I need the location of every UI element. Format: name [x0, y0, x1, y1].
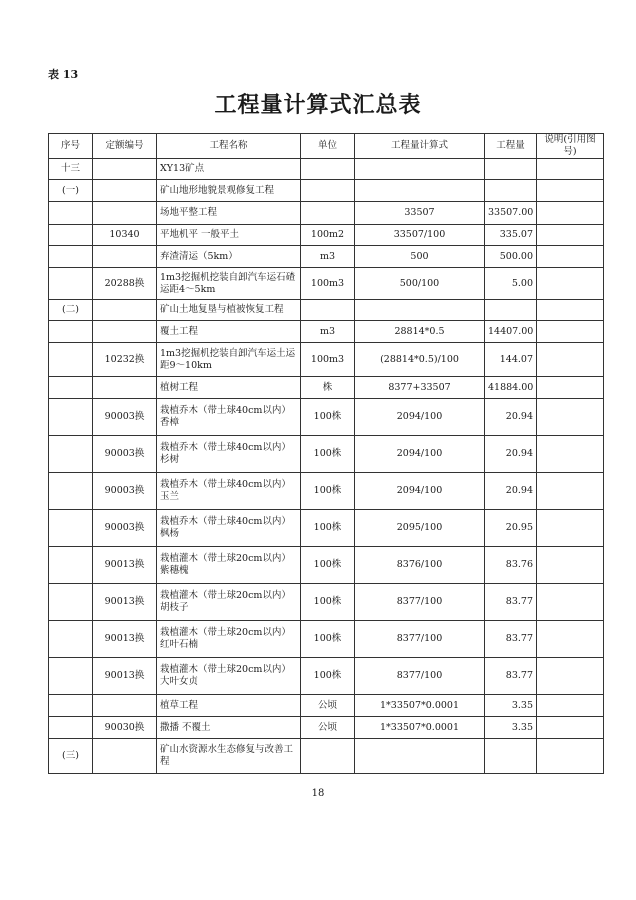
cell-code — [93, 159, 157, 180]
cell-quantity: 20.95 — [485, 510, 537, 547]
cell-unit: 100株 — [301, 584, 355, 621]
cell-name: 栽植灌木（带土球20cm以内）紫穗槐 — [157, 547, 301, 584]
cell-formula: 1*33507*0.0001 — [355, 717, 485, 739]
cell-name: 植树工程 — [157, 377, 301, 399]
cell-quantity: 144.07 — [485, 343, 537, 377]
table-row — [49, 510, 604, 547]
cell-name: 场地平整工程 — [157, 202, 301, 225]
cell-formula: 2094/100 — [355, 436, 485, 473]
cell-code: 90003换 — [93, 436, 157, 473]
cell-note — [537, 159, 604, 180]
header-quantity: 工程量 — [485, 134, 537, 159]
header-name: 工程名称 — [157, 134, 301, 159]
cell-seq — [49, 717, 93, 739]
cell-formula — [355, 739, 485, 774]
table-row — [49, 695, 604, 717]
cell-name: 栽植乔木（带土球40cm以内）玉兰 — [157, 473, 301, 510]
cell-name: 栽植灌木（带土球20cm以内）红叶石楠 — [157, 621, 301, 658]
cell-quantity — [485, 159, 537, 180]
header-unit: 单位 — [301, 134, 355, 159]
cell-unit — [301, 739, 355, 774]
cell-code — [93, 202, 157, 225]
cell-unit: 100株 — [301, 658, 355, 695]
cell-code — [93, 246, 157, 268]
cell-unit — [301, 202, 355, 225]
cell-note — [537, 510, 604, 547]
quantity-summary-table — [48, 133, 604, 774]
cell-unit: 100株 — [301, 547, 355, 584]
table-row — [49, 436, 604, 473]
cell-quantity: 83.76 — [485, 547, 537, 584]
table-row — [49, 621, 604, 658]
page-number: 18 — [311, 788, 325, 799]
cell-code: 90003换 — [93, 399, 157, 436]
cell-code: 20288换 — [93, 268, 157, 300]
cell-note — [537, 584, 604, 621]
cell-code — [93, 695, 157, 717]
cell-unit: m3 — [301, 246, 355, 268]
cell-note — [537, 225, 604, 246]
cell-quantity: 14407.00 — [485, 321, 537, 343]
table-row — [49, 202, 604, 225]
cell-name: 矿山地形地貌景观修复工程 — [157, 180, 301, 202]
cell-unit: m3 — [301, 321, 355, 343]
cell-name: XY13矿点 — [157, 159, 301, 180]
cell-name: 栽植灌木（带土球20cm以内）胡枝子 — [157, 584, 301, 621]
cell-unit: 100株 — [301, 473, 355, 510]
cell-note — [537, 547, 604, 584]
cell-code: 90003换 — [93, 473, 157, 510]
cell-quantity — [485, 180, 537, 202]
cell-formula — [355, 159, 485, 180]
table-row — [49, 547, 604, 584]
header-formula: 工程量计算式 — [355, 134, 485, 159]
cell-code: 90030换 — [93, 717, 157, 739]
cell-name: 栽植乔木（带土球40cm以内）枫杨 — [157, 510, 301, 547]
cell-seq — [49, 436, 93, 473]
cell-code: 10232换 — [93, 343, 157, 377]
cell-code: 90013换 — [93, 621, 157, 658]
cell-note — [537, 246, 604, 268]
cell-quantity: 335.07 — [485, 225, 537, 246]
cell-unit: 株 — [301, 377, 355, 399]
cell-quantity: 3.35 — [485, 717, 537, 739]
cell-formula: 8377/100 — [355, 658, 485, 695]
cell-seq: (二) — [49, 300, 93, 321]
cell-seq — [49, 584, 93, 621]
cell-formula: 2095/100 — [355, 510, 485, 547]
cell-note — [537, 717, 604, 739]
cell-unit — [301, 300, 355, 321]
cell-name: 栽植乔木（带土球40cm以内）香樟 — [157, 399, 301, 436]
cell-formula: 2094/100 — [355, 473, 485, 510]
cell-formula — [355, 180, 485, 202]
table-row — [49, 473, 604, 510]
table-row — [49, 377, 604, 399]
cell-note — [537, 399, 604, 436]
cell-code — [93, 739, 157, 774]
cell-unit: 公顷 — [301, 717, 355, 739]
cell-formula: 1*33507*0.0001 — [355, 695, 485, 717]
table-row — [49, 246, 604, 268]
cell-quantity: 41884.00 — [485, 377, 537, 399]
cell-unit — [301, 180, 355, 202]
cell-seq — [49, 658, 93, 695]
table-label: 表 13 — [48, 68, 79, 81]
document-title: 工程量计算式汇总表 — [214, 92, 422, 118]
cell-quantity: 33507.00 — [485, 202, 537, 225]
cell-seq — [49, 621, 93, 658]
cell-note — [537, 377, 604, 399]
cell-quantity: 83.77 — [485, 584, 537, 621]
cell-seq — [49, 202, 93, 225]
cell-name: 植草工程 — [157, 695, 301, 717]
cell-code: 90013换 — [93, 547, 157, 584]
cell-formula: 33507 — [355, 202, 485, 225]
cell-seq: (三) — [49, 739, 93, 774]
cell-name: 矿山土地复垦与植被恢复工程 — [157, 300, 301, 321]
table-row — [49, 717, 604, 739]
cell-name: 1m3挖掘机挖装自卸汽车运土运距9～10km — [157, 343, 301, 377]
cell-note — [537, 695, 604, 717]
cell-name: 弃渣清运（5km） — [157, 246, 301, 268]
header-code: 定额编号 — [93, 134, 157, 159]
table-row — [49, 739, 604, 774]
cell-code: 90013换 — [93, 584, 157, 621]
cell-note — [537, 202, 604, 225]
cell-quantity: 3.35 — [485, 695, 537, 717]
cell-quantity — [485, 739, 537, 774]
cell-note — [537, 268, 604, 300]
cell-code — [93, 377, 157, 399]
cell-quantity: 20.94 — [485, 399, 537, 436]
cell-formula: 8377/100 — [355, 584, 485, 621]
cell-seq: 十三 — [49, 159, 93, 180]
cell-note — [537, 300, 604, 321]
cell-quantity — [485, 300, 537, 321]
cell-name: 1m3挖掘机挖装自卸汽车运石碴运距4～5km — [157, 268, 301, 300]
cell-unit: 100m2 — [301, 225, 355, 246]
cell-formula: (28814*0.5)/100 — [355, 343, 485, 377]
cell-seq — [49, 321, 93, 343]
cell-code: 90013换 — [93, 658, 157, 695]
cell-quantity: 20.94 — [485, 436, 537, 473]
cell-unit: 公顷 — [301, 695, 355, 717]
cell-unit — [301, 159, 355, 180]
cell-quantity: 20.94 — [485, 473, 537, 510]
cell-seq: (一) — [49, 180, 93, 202]
cell-name: 撒播 不覆土 — [157, 717, 301, 739]
table-row — [49, 268, 604, 300]
cell-seq — [49, 510, 93, 547]
cell-formula: 8377/100 — [355, 621, 485, 658]
cell-note — [537, 621, 604, 658]
cell-formula: 2094/100 — [355, 399, 485, 436]
table-row — [49, 584, 604, 621]
cell-formula — [355, 300, 485, 321]
cell-name: 覆土工程 — [157, 321, 301, 343]
table-row — [49, 180, 604, 202]
cell-quantity: 83.77 — [485, 621, 537, 658]
header-seq: 序号 — [49, 134, 93, 159]
cell-unit: 100株 — [301, 621, 355, 658]
cell-code: 10340 — [93, 225, 157, 246]
cell-note — [537, 436, 604, 473]
cell-note — [537, 739, 604, 774]
cell-name: 矿山水资源水生态修复与改善工程 — [157, 739, 301, 774]
cell-formula: 8376/100 — [355, 547, 485, 584]
table-row — [49, 159, 604, 180]
table-row — [49, 658, 604, 695]
cell-seq — [49, 246, 93, 268]
cell-formula: 500 — [355, 246, 485, 268]
cell-formula: 28814*0.5 — [355, 321, 485, 343]
cell-formula: 500/100 — [355, 268, 485, 300]
cell-note — [537, 180, 604, 202]
cell-unit: 100m3 — [301, 343, 355, 377]
cell-note — [537, 473, 604, 510]
cell-code — [93, 321, 157, 343]
cell-name: 平地机平 一般平土 — [157, 225, 301, 246]
cell-note — [537, 658, 604, 695]
table-row — [49, 343, 604, 377]
cell-note — [537, 343, 604, 377]
cell-name: 栽植乔木（带土球40cm以内）杉树 — [157, 436, 301, 473]
cell-unit: 100m3 — [301, 268, 355, 300]
cell-seq — [49, 377, 93, 399]
table-row — [49, 399, 604, 436]
cell-note — [537, 321, 604, 343]
cell-name: 栽植灌木（带土球20cm以内）大叶女贞 — [157, 658, 301, 695]
cell-formula: 33507/100 — [355, 225, 485, 246]
table-row — [49, 300, 604, 321]
cell-seq — [49, 225, 93, 246]
cell-seq — [49, 268, 93, 300]
cell-seq — [49, 695, 93, 717]
cell-quantity: 500.00 — [485, 246, 537, 268]
header-note: 说明(引用图号) — [537, 134, 604, 159]
cell-quantity: 5.00 — [485, 268, 537, 300]
table-row — [49, 321, 604, 343]
cell-unit: 100株 — [301, 510, 355, 547]
cell-code — [93, 300, 157, 321]
cell-unit: 100株 — [301, 436, 355, 473]
cell-code — [93, 180, 157, 202]
table-row — [49, 225, 604, 246]
cell-seq — [49, 343, 93, 377]
cell-unit: 100株 — [301, 399, 355, 436]
cell-seq — [49, 473, 93, 510]
cell-seq — [49, 399, 93, 436]
cell-quantity: 83.77 — [485, 658, 537, 695]
table-header-row — [49, 134, 604, 159]
cell-code: 90003换 — [93, 510, 157, 547]
cell-seq — [49, 547, 93, 584]
cell-formula: 8377+33507 — [355, 377, 485, 399]
